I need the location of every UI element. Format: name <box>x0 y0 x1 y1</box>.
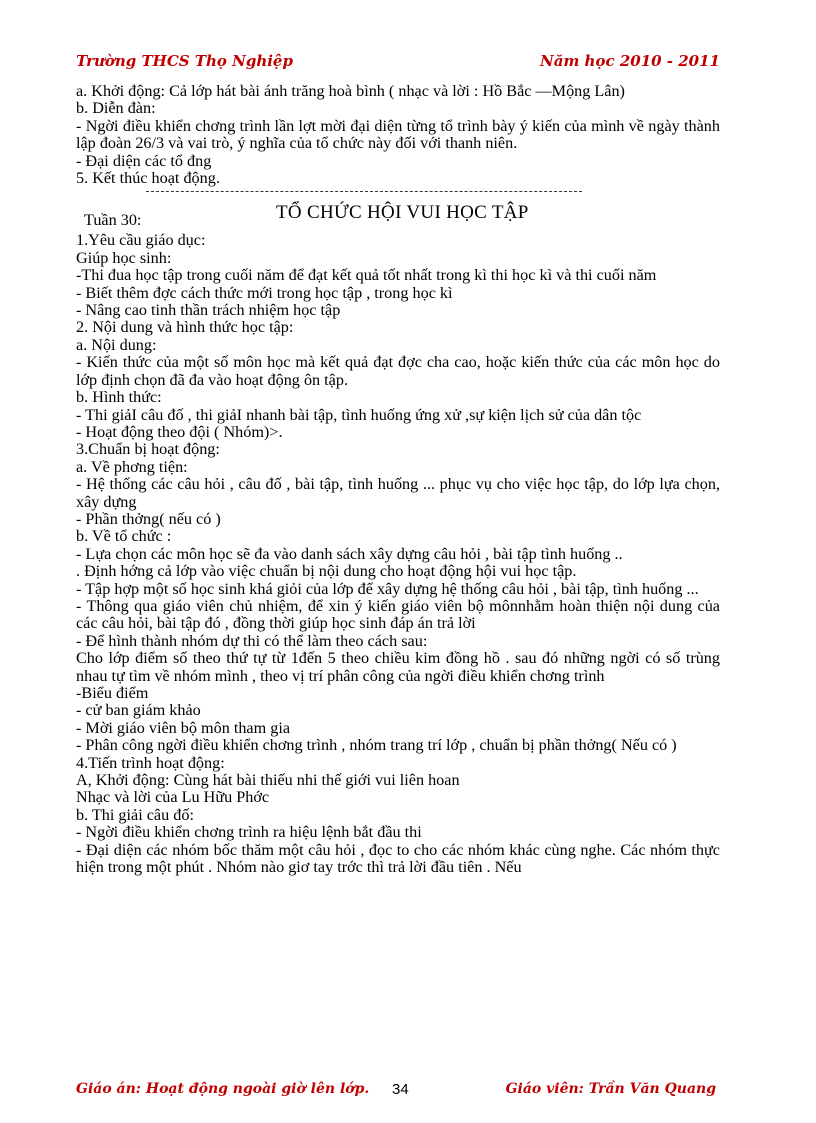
text-line: 5. Kết thúc hoạt động. <box>76 169 220 188</box>
section-title: TỔ CHỨC HỘI VUI HỌC TẬP <box>276 202 529 224</box>
text-line: a. Về phơng tiện: <box>76 457 188 476</box>
document-body <box>76 83 720 876</box>
text-line: -Thi đua học tập trong cuối năm để đạt kết quả tốt nhất trong kì thi học kì và thi cuối năm <box>76 266 657 285</box>
text-line: A, Khởi động: Cùng hát bài thiếu nhi thế giới vui liên hoan <box>76 771 460 790</box>
text-line: - Để hình thành nhóm dự thi có thể làm theo cách sau: <box>76 631 428 650</box>
page-header <box>76 52 720 76</box>
text-line: - Phần thởng( nếu có ) <box>76 509 221 528</box>
page-footer <box>76 1081 716 1103</box>
page-number: 34 <box>392 1081 409 1098</box>
text-line: Cho lớp điểm số theo thứ tự từ 1đến 5 theo chiều kim đồng hồ . sau đó những ngời có số trùng nhau tự tìm về nhóm mình , theo vị trí phân công của ngời điều khiển chơng trình <box>76 649 720 685</box>
text-line: - Tập hợp một số học sinh khá giỏi của lớp để xây dựng hệ thống câu hỏi , bài tập, tình huống ... <box>76 579 699 598</box>
text-line: - Ngời điều khiển chơng trình ra hiệu lệnh bắt đầu thi <box>76 823 422 842</box>
text-line: - Biết thêm đợc cách thức mới trong học tập , trong học kì <box>76 283 453 302</box>
text-line: - Thi giảI câu đố , thi giảI nhanh bài tập, tình huống ứng xử ,sự kiện lịch sử của dân tộc <box>76 405 642 424</box>
text-line: 3.Chuẩn bị hoạt động: <box>76 440 220 459</box>
text-line: - Mời giáo viên bộ môn tham gia <box>76 718 291 737</box>
text-line: 4.Tiến trình hoạt động: <box>76 753 225 772</box>
text-line: - Phân công ngời điều khiển chơng trình , nhóm trang trí lớp , chuẩn bị phần thởng( Nếu có ) <box>76 736 677 755</box>
text-line: b. Diễn đàn: <box>76 99 156 118</box>
text-line: - Thông qua giáo viên chủ nhiệm, để xin ý kiến giáo viên bộ mônnhằm hoàn thiện nội dung của các câu hỏi, bài tập đó , đồng thời giúp học sinh đáp án trả lời <box>76 596 720 633</box>
teacher-name: Giáo viên: Trần Văn Quang <box>505 1081 716 1097</box>
school-name: Trường THCS Thọ Nghiệp <box>76 52 293 70</box>
text-line: Nhạc và lời của Lu Hữu Phớc <box>76 788 270 807</box>
school-year: Năm học 2010 - 2011 <box>540 52 720 70</box>
text-line: 2. Nội dung và hình thức học tập: <box>76 318 294 337</box>
text-line: 1.Yêu cầu giáo dục: <box>76 231 206 250</box>
text-line: b. Về tổ chức : <box>76 527 172 546</box>
text-line: - Đại diện các tổ đng <box>76 151 212 170</box>
week-label: Tuần 30: <box>84 211 142 230</box>
text-line: - Lựa chọn các môn học sẽ đa vào danh sách xây dựng câu hỏi , bài tập tình huống .. <box>76 544 623 563</box>
text-line: - Ngời điều khiển chơng trình lần lợt mời đại diện từng tổ trình bày ý kiến của mình về ngày thành lập đoàn 26/3 và vai trò, ý nghĩa của tổ chức này đối với thanh niên. <box>76 116 720 153</box>
text-line: - Đại diện các nhóm bốc thăm một câu hỏi , đọc to cho các nhóm khác cùng nghe. Các nhóm thực hiện trong một phút . Nhóm nào giơ tay trớc thì trả lời đầu tiên . Nếu <box>76 840 720 877</box>
dashed-divider <box>146 191 582 192</box>
text-line: - Kiến thức của một số môn học mà kết quả đạt đợc cha cao, hoặc kiến thức của các môn học do lớp định chọn đã đa vào hoạt động ôn tập. <box>76 353 720 389</box>
text-line: b. Thi giải câu đố: <box>76 805 194 824</box>
text-line: . Định hớng cả lớp vào việc chuẩn bị nội dung cho hoạt động hội vui học tập. <box>76 562 577 581</box>
text-line: - cử ban giám khảo <box>76 701 201 720</box>
text-line: -Biểu điểm <box>76 684 149 702</box>
text-line: - Hệ thống các câu hỏi , câu đố , bài tập, tình huống ... phục vụ cho việc học tập, do lớp lựa chọn, xây dựng <box>76 475 720 511</box>
lesson-plan-title: Giáo án: Hoạt động ngoài giờ lên lớp. <box>76 1081 370 1097</box>
section-heading-row <box>76 204 720 232</box>
text-line: - Nâng cao tinh thần trách nhiệm học tập <box>76 301 341 320</box>
text-line: a. Nội dung: <box>76 335 157 354</box>
text-line: Giúp học sinh: <box>76 248 172 267</box>
text-line: - Hoạt động theo đội ( Nhóm)>. <box>76 422 283 441</box>
text-line: a. Khởi động: Cả lớp hát bài ánh trăng hoà bình ( nhạc và lời : Hồ Bắc —Mộng Lân) <box>76 82 625 100</box>
text-line: b. Hình thức: <box>76 388 162 407</box>
